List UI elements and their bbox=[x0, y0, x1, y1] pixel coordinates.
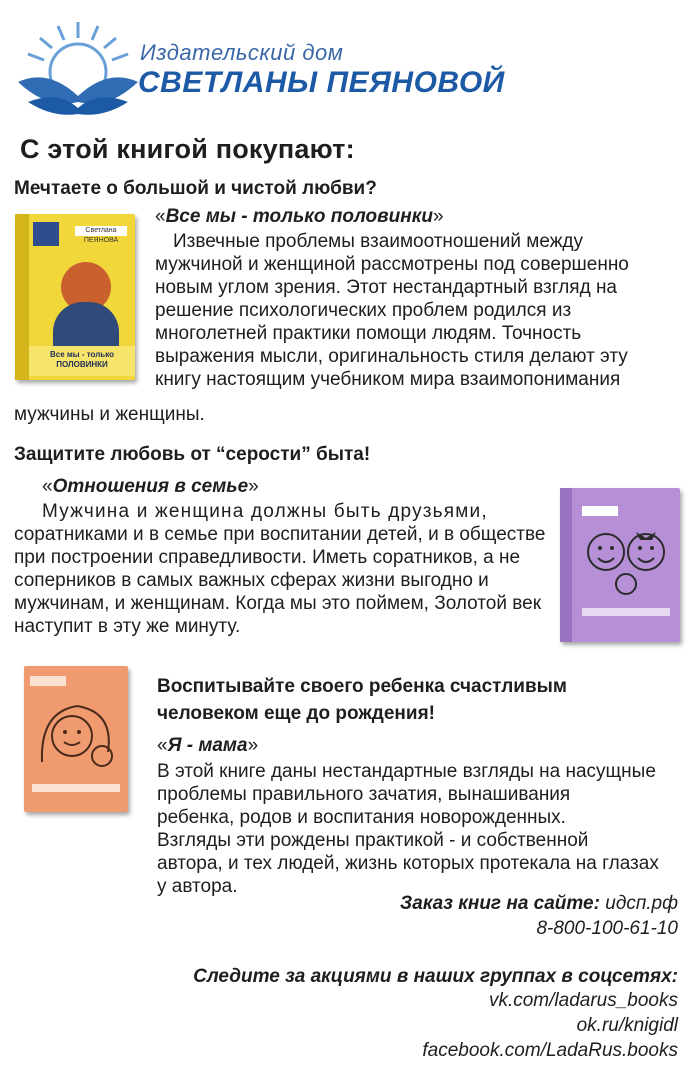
text-line: Взгляды эти рождены практикой - и собственной bbox=[157, 830, 589, 851]
text-line: мужчинам, и женщинам. Когда мы это поймем, Золотой век bbox=[14, 593, 542, 614]
text-line: у автора. bbox=[157, 876, 238, 897]
publisher-name-line1: Издательский дом bbox=[140, 40, 344, 65]
text-line: многолетней практики помощи людям. Точность bbox=[155, 323, 582, 344]
book2-title-text: Отношения в семье bbox=[52, 476, 249, 497]
text-line: решение психологических проблем родился из bbox=[155, 300, 572, 321]
text-line: В этой книге даны нестандартные взгляды на насущные bbox=[157, 761, 656, 782]
text-line: Мужчина и женщина должны быть друзьями, bbox=[42, 501, 488, 522]
book1-title: «Все мы - только половинки» bbox=[155, 206, 444, 227]
text-line: Извечные проблемы взаимоотношений между bbox=[173, 231, 584, 252]
heading-line: Воспитывайте своего ребенка счастливым bbox=[157, 676, 567, 697]
publisher-name-line2: СВЕТЛАНЫ ПЕЯНОВОЙ bbox=[138, 66, 505, 99]
book1-cover-author: Светлана ПЕЯНОВА bbox=[75, 226, 127, 236]
sun-logo-icon bbox=[8, 10, 148, 120]
book1-cover[interactable] bbox=[15, 214, 135, 380]
book2-cover[interactable] bbox=[560, 488, 680, 642]
book3-heading bbox=[157, 673, 567, 727]
order-site-link[interactable]: идсп.рф bbox=[605, 893, 678, 914]
book3-title-text: Я - мама bbox=[167, 735, 248, 756]
text-line: проблемы правильного зачатия, вынашивания bbox=[157, 784, 571, 805]
text-line: при построении справедливости. Иметь соратников, а не bbox=[14, 547, 521, 568]
order-label: Заказ книг на сайте: bbox=[400, 893, 600, 914]
text-line: соперников в самых важных сферах жизни выгодно и bbox=[14, 570, 489, 591]
text-line: мужчиной и женщиной рассмотрены под совершенно bbox=[155, 254, 629, 275]
smiley-faces-icon bbox=[578, 522, 674, 602]
text-line: ребенка, родов и воспитания новорожденных. bbox=[157, 807, 566, 828]
text-line: выражения мысли, оригинальность стиля делают эту bbox=[155, 346, 628, 367]
page-title: С этой книгой покупают: bbox=[20, 134, 355, 164]
book1-description bbox=[155, 230, 629, 391]
text-line: соратниками и в семье при воспитании детей, и в обществе bbox=[14, 524, 546, 545]
text-line: книгу настоящим учебником мира взаимопонимания bbox=[155, 369, 621, 390]
order-phone[interactable]: 8-800-100-61-10 bbox=[536, 918, 678, 939]
social-link-ok[interactable]: ok.ru/knigidl bbox=[576, 1015, 678, 1036]
book2-heading: Защитите любовь от “серости” быта! bbox=[14, 444, 371, 465]
book1-title-text: Все мы - только половинки bbox=[165, 206, 433, 227]
text-line: новым углом зрения. Этот нестандартный взгляд на bbox=[155, 277, 618, 298]
social-link-vk[interactable]: vk.com/ladarus_books bbox=[488, 990, 678, 1011]
book3-cover[interactable] bbox=[24, 666, 128, 812]
book1-cover-title: Все мы - только ПОЛОВИНКИ bbox=[29, 346, 135, 376]
book3-description bbox=[157, 760, 659, 898]
text-line: мужчины и женщины. bbox=[14, 404, 205, 425]
text-line: наступит в эту же минуту. bbox=[14, 616, 241, 637]
text-line: автора, и тех людей, жизнь которых протекала на глазах bbox=[157, 853, 659, 874]
social-label: Следите за акциями в наших группах в соцсетях: bbox=[193, 966, 678, 987]
order-info bbox=[400, 893, 678, 915]
book2-title: «Отношения в семье» bbox=[42, 476, 259, 497]
mother-child-icon bbox=[32, 692, 122, 776]
book2-description bbox=[14, 500, 544, 638]
book1-heading: Мечтаете о большой и чистой любви? bbox=[14, 178, 377, 199]
book3-title: «Я - мама» bbox=[157, 735, 259, 756]
heading-line: человеком еще до рождения! bbox=[157, 703, 435, 724]
social-link-facebook[interactable]: facebook.com/LadaRus.books bbox=[422, 1040, 678, 1061]
